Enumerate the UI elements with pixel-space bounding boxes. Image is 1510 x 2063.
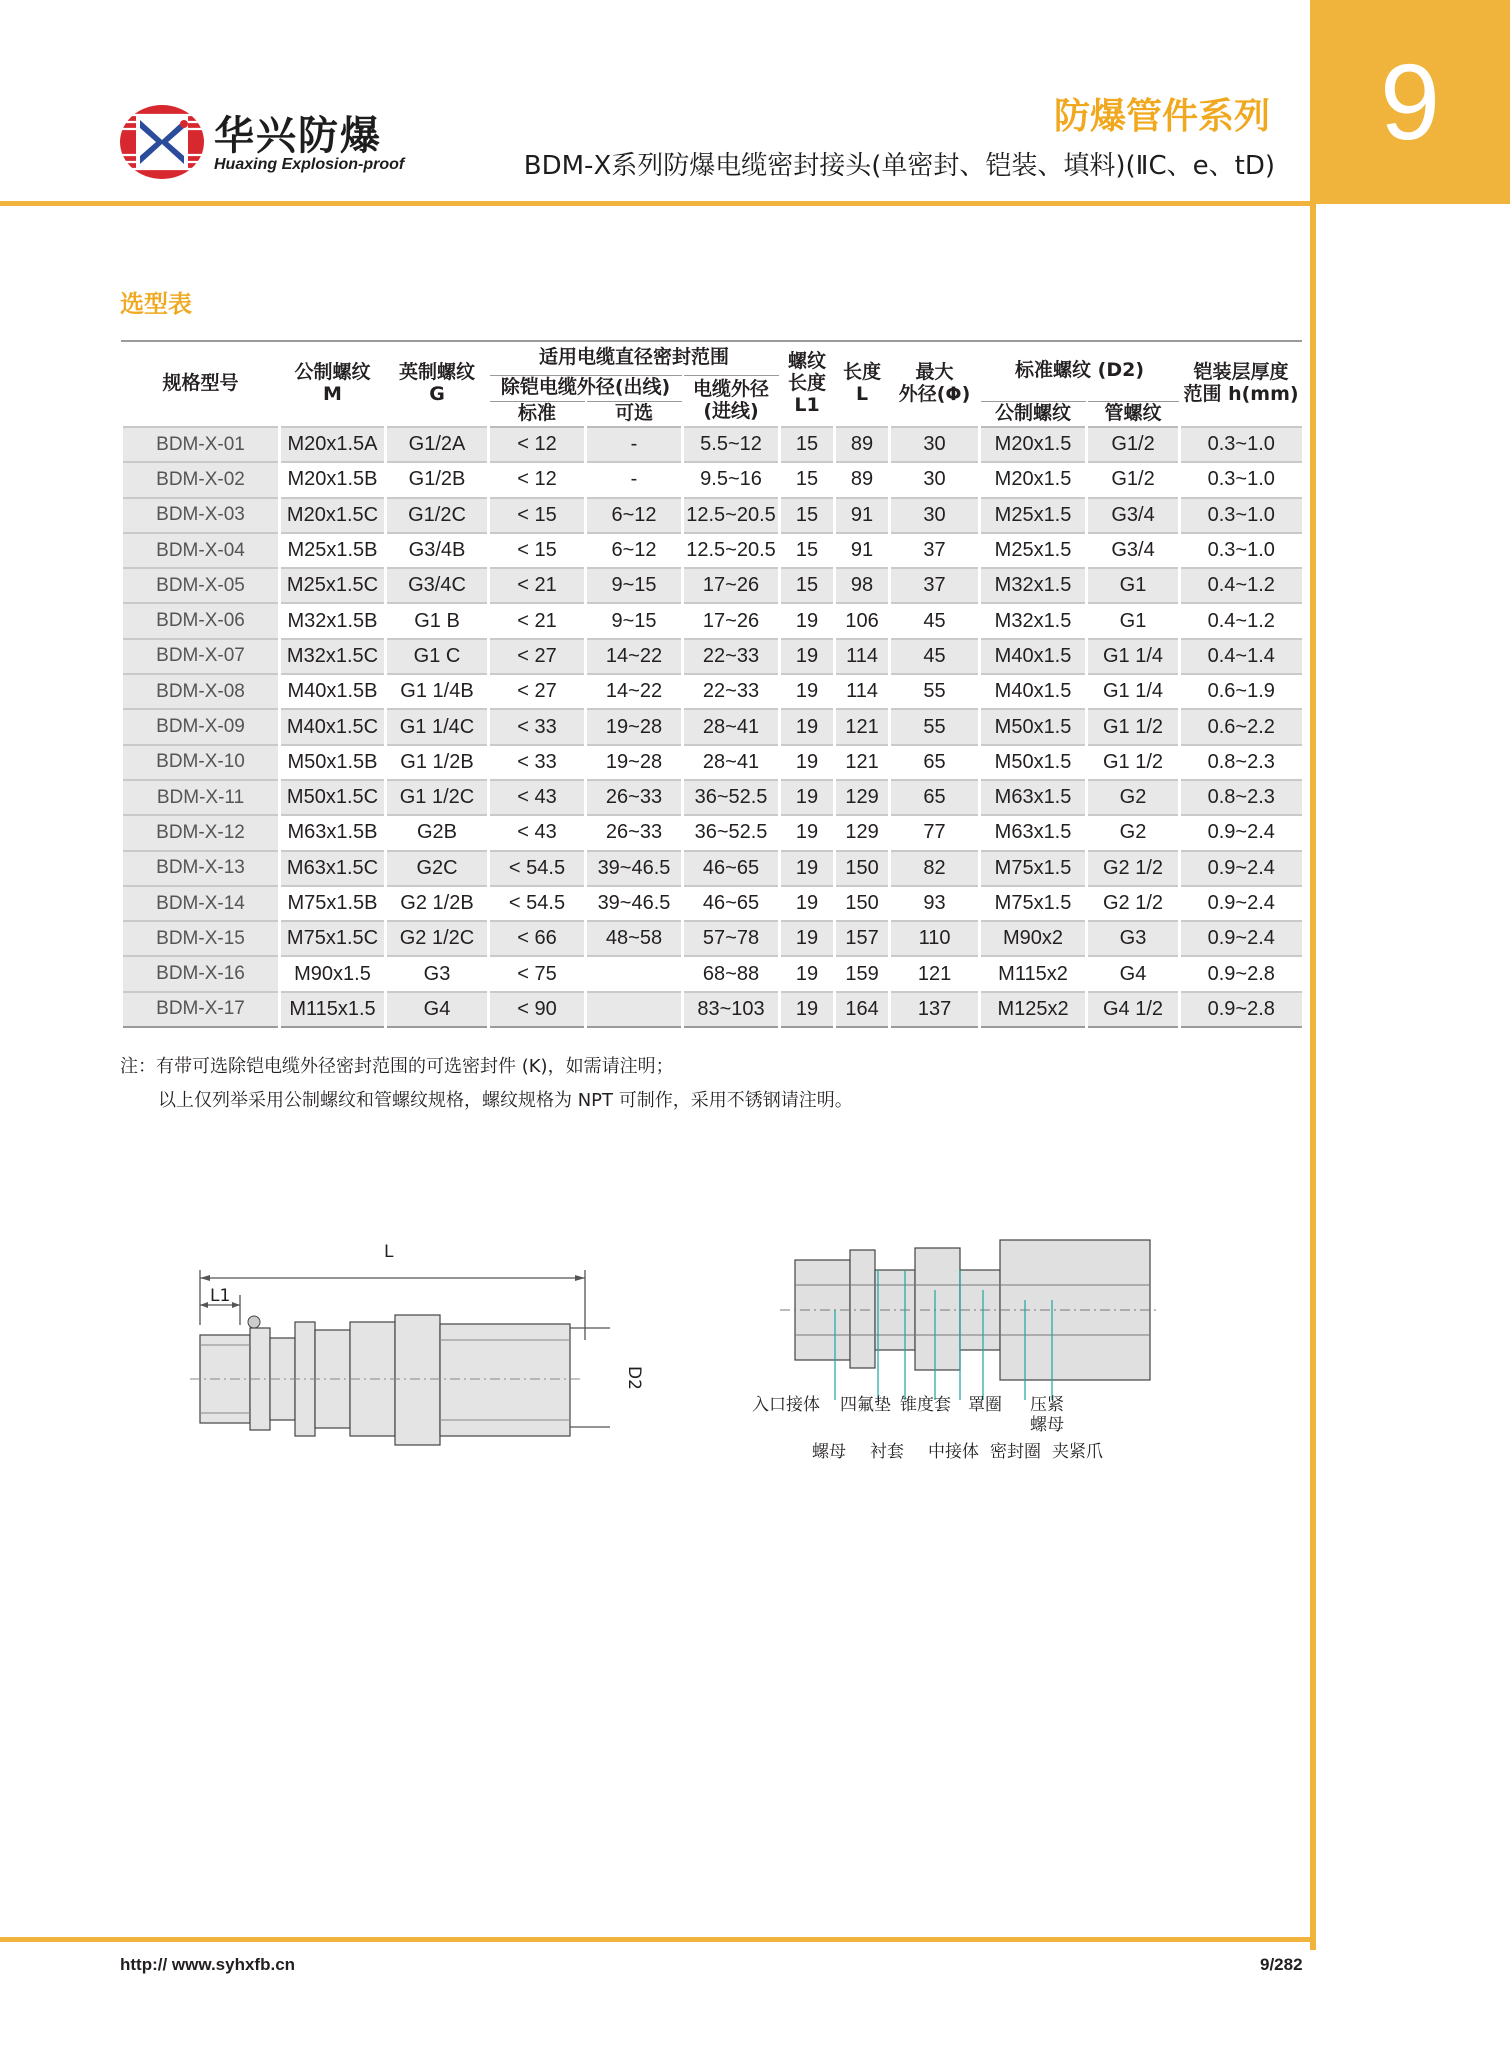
- table-cell: BDM-X-16: [122, 956, 280, 991]
- table-cell: < 43: [489, 815, 586, 850]
- table-cell: 17~26: [683, 603, 780, 638]
- side-rule: [1310, 204, 1316, 1950]
- table-cell: G1/2C: [386, 498, 489, 533]
- table-cell: < 15: [489, 498, 586, 533]
- table-cell: BDM-X-02: [122, 462, 280, 497]
- table-cell: 65: [890, 745, 980, 780]
- table-cell: 121: [835, 745, 890, 780]
- table-cell: M75x1.5B: [280, 886, 386, 921]
- table-cell: 0.4~1.2: [1180, 568, 1302, 603]
- note-line-1: 注：有带可选除铠电缆外径密封范围的可选密封件 (K)，如需请注明；: [120, 1056, 674, 1077]
- table-cell: 22~33: [683, 674, 780, 709]
- table-cell: G2 1/2: [1087, 886, 1180, 921]
- table-cell: M63x1.5: [980, 780, 1087, 815]
- table-cell: M20x1.5A: [280, 427, 386, 462]
- table-cell: 45: [890, 603, 980, 638]
- table-cell: BDM-X-12: [122, 815, 280, 850]
- logo-text-cn: 华兴防爆: [214, 113, 382, 159]
- table-cell: 65: [890, 780, 980, 815]
- table-cell: 28~41: [683, 745, 780, 780]
- table-cell: 19: [780, 851, 835, 886]
- table-cell: 0.3~1.0: [1180, 533, 1302, 568]
- table-cell: BDM-X-03: [122, 498, 280, 533]
- table-cell: M115x1.5: [280, 992, 386, 1027]
- dimension-drawing: [170, 1230, 644, 1460]
- table-cell: 68~88: [683, 956, 780, 991]
- part-label-middle-body: 中接体: [928, 1442, 979, 1462]
- table-cell: 91: [835, 498, 890, 533]
- table-cell: 19: [780, 921, 835, 956]
- table-cell: G2B: [386, 815, 489, 850]
- part-label-clamp-claw: 夹紧爪: [1052, 1442, 1103, 1462]
- table-cell: 19: [780, 956, 835, 991]
- table-row: [122, 639, 1302, 674]
- table-cell: 106: [835, 603, 890, 638]
- part-label-seal-ring: 密封圈: [990, 1442, 1041, 1462]
- table-cell: 55: [890, 674, 980, 709]
- footer-rule: [0, 1937, 1316, 1942]
- table-cell: M25x1.5B: [280, 533, 386, 568]
- table-cell: 14~22: [586, 674, 683, 709]
- table-cell: 37: [890, 533, 980, 568]
- table-cell: 12.5~20.5: [683, 498, 780, 533]
- label-d2: D2: [623, 1366, 644, 1390]
- table-cell: 0.9~2.4: [1180, 851, 1302, 886]
- table-cell: 93: [890, 886, 980, 921]
- table-cell: M50x1.5B: [280, 745, 386, 780]
- part-label-cover-ring: 罩圈: [968, 1395, 1002, 1415]
- table-cell: G2: [1087, 780, 1180, 815]
- table-cell: < 66: [489, 921, 586, 956]
- table-cell: 19: [780, 886, 835, 921]
- table-cell: G1: [1087, 568, 1180, 603]
- table-cell: M90x1.5: [280, 956, 386, 991]
- table-cell: 15: [780, 427, 835, 462]
- table-cell: 114: [835, 639, 890, 674]
- table-cell: 121: [890, 956, 980, 991]
- table-cell: BDM-X-08: [122, 674, 280, 709]
- col-max-od: 最大 外径(Φ): [890, 341, 980, 427]
- table-cell: BDM-X-13: [122, 851, 280, 886]
- table-cell: G2: [1087, 815, 1180, 850]
- table-row: [122, 956, 1302, 991]
- col-model: 规格型号: [122, 341, 280, 427]
- table-cell: G1 B: [386, 603, 489, 638]
- table-cell: M125x2: [980, 992, 1087, 1027]
- table-cell: < 27: [489, 674, 586, 709]
- table-cell: BDM-X-01: [122, 427, 280, 462]
- section-title: 选型表: [120, 290, 192, 318]
- part-label-press-nut: 压紧: [1030, 1395, 1064, 1415]
- table-cell: 0.9~2.4: [1180, 815, 1302, 850]
- table-cell: M40x1.5B: [280, 674, 386, 709]
- table-row: [122, 427, 1302, 462]
- table-cell: M63x1.5B: [280, 815, 386, 850]
- table-cell: 159: [835, 956, 890, 991]
- col-metric-thread: 公制螺纹 M: [280, 341, 386, 427]
- table-cell: BDM-X-07: [122, 639, 280, 674]
- table-cell: 19~28: [586, 745, 683, 780]
- table-cell: 89: [835, 427, 890, 462]
- table-cell: 57~78: [683, 921, 780, 956]
- table-cell: < 15: [489, 533, 586, 568]
- table-cell: M40x1.5: [980, 639, 1087, 674]
- part-label-bushing: 衬套: [870, 1442, 904, 1462]
- table-cell: 6~12: [586, 533, 683, 568]
- table-cell: 15: [780, 568, 835, 603]
- table-cell: G3/4: [1087, 498, 1180, 533]
- col-cable-range: 适用电缆直径密封范围: [489, 341, 780, 375]
- table-row: [122, 745, 1302, 780]
- table-cell: 19: [780, 780, 835, 815]
- table-cell: G3/4C: [386, 568, 489, 603]
- table-cell: < 12: [489, 427, 586, 462]
- table-cell: 45: [890, 639, 980, 674]
- table-cell: 19: [780, 603, 835, 638]
- table-row: [122, 533, 1302, 568]
- col-std-thread: 标准螺纹 (D2): [980, 341, 1180, 401]
- note-line-2: 以上仅列举采用公制螺纹和管螺纹规格，螺纹规格为 NPT 可制作，采用不锈钢请注明。: [158, 1090, 853, 1111]
- table-cell: 137: [890, 992, 980, 1027]
- table-cell: 157: [835, 921, 890, 956]
- table-row: [122, 780, 1302, 815]
- table-cell: 129: [835, 780, 890, 815]
- table-cell: -: [586, 462, 683, 497]
- table-cell: < 27: [489, 639, 586, 674]
- table-notes: [120, 1050, 853, 1118]
- table-cell: 0.6~2.2: [1180, 709, 1302, 744]
- table-cell: 19: [780, 674, 835, 709]
- label-l: L: [384, 1242, 394, 1262]
- table-cell: 0.9~2.4: [1180, 921, 1302, 956]
- table-cell: M75x1.5C: [280, 921, 386, 956]
- table-cell: 12.5~20.5: [683, 533, 780, 568]
- table-cell: 91: [835, 533, 890, 568]
- table-cell: M50x1.5C: [280, 780, 386, 815]
- col-thread-length: 螺纹 长度 L1: [780, 341, 835, 427]
- table-cell: 77: [890, 815, 980, 850]
- table-cell: < 21: [489, 603, 586, 638]
- table-cell: 0.6~1.9: [1180, 674, 1302, 709]
- table-cell: M63x1.5: [980, 815, 1087, 850]
- table-cell: BDM-X-15: [122, 921, 280, 956]
- table-cell: G1 1/2: [1087, 709, 1180, 744]
- table-cell: 19: [780, 992, 835, 1027]
- table-cell: 19: [780, 815, 835, 850]
- table-cell: 110: [890, 921, 980, 956]
- table-cell: 19: [780, 639, 835, 674]
- table-cell: M90x2: [980, 921, 1087, 956]
- table-cell: < 33: [489, 709, 586, 744]
- table-row: [122, 709, 1302, 744]
- table-cell: 150: [835, 851, 890, 886]
- col-std-pipe: 管螺纹: [1087, 401, 1180, 427]
- logo-text-en: Huaxing Explosion-proof: [214, 156, 405, 173]
- product-title: BDM-Ⅹ系列防爆电缆密封接头(单密封、铠装、填料)(ⅡC、e、tD): [523, 151, 1275, 181]
- part-label-ptfe-gasket: 四氟垫: [840, 1395, 891, 1415]
- table-cell: M115x2: [980, 956, 1087, 991]
- table-cell: < 43: [489, 780, 586, 815]
- table-cell: 5.5~12: [683, 427, 780, 462]
- table-row: [122, 568, 1302, 603]
- table-cell: 48~58: [586, 921, 683, 956]
- table-cell: G1 C: [386, 639, 489, 674]
- table-cell: 30: [890, 427, 980, 462]
- table-cell: G4 1/2: [1087, 992, 1180, 1027]
- table-cell: 9~15: [586, 568, 683, 603]
- table-cell: G1 1/2: [1087, 745, 1180, 780]
- table-cell: 22~33: [683, 639, 780, 674]
- table-cell: G4: [1087, 956, 1180, 991]
- table-cell: 0.8~2.3: [1180, 780, 1302, 815]
- table-cell: 0.9~2.8: [1180, 956, 1302, 991]
- table-cell: 19~28: [586, 709, 683, 744]
- table-cell: -: [586, 427, 683, 462]
- table-cell: 0.3~1.0: [1180, 427, 1302, 462]
- table-cell: < 54.5: [489, 886, 586, 921]
- company-logo: [118, 102, 418, 182]
- logo-emblem-icon: [118, 102, 206, 182]
- table-cell: M32x1.5: [980, 568, 1087, 603]
- table-row: [122, 674, 1302, 709]
- table-cell: 15: [780, 498, 835, 533]
- table-cell: G3: [386, 956, 489, 991]
- label-l1: L1: [210, 1286, 231, 1306]
- table-cell: G4: [386, 992, 489, 1027]
- chapter-number: 9: [1379, 41, 1441, 162]
- table-cell: 9~15: [586, 603, 683, 638]
- table-cell: BDM-X-17: [122, 992, 280, 1027]
- table-cell: 26~33: [586, 815, 683, 850]
- table-cell: 129: [835, 815, 890, 850]
- table-cell: M40x1.5: [980, 674, 1087, 709]
- table-cell: < 75: [489, 956, 586, 991]
- table-row: [122, 603, 1302, 638]
- table-cell: G1 1/4C: [386, 709, 489, 744]
- table-cell: 36~52.5: [683, 815, 780, 850]
- table-cell: [586, 956, 683, 991]
- table-cell: G3: [1087, 921, 1180, 956]
- table-cell: G3/4: [1087, 533, 1180, 568]
- table-row: [122, 921, 1302, 956]
- table-cell: 0.3~1.0: [1180, 462, 1302, 497]
- table-cell: M25x1.5: [980, 498, 1087, 533]
- table-cell: BDM-X-14: [122, 886, 280, 921]
- table-cell: M50x1.5: [980, 709, 1087, 744]
- table-cell: [586, 992, 683, 1027]
- table-cell: 0.8~2.3: [1180, 745, 1302, 780]
- part-label-inlet-body: 入口接体: [752, 1395, 820, 1415]
- table-cell: 19: [780, 745, 835, 780]
- table-cell: < 21: [489, 568, 586, 603]
- table-cell: 46~65: [683, 886, 780, 921]
- table-cell: M32x1.5C: [280, 639, 386, 674]
- header-rule: [0, 201, 1310, 206]
- table-cell: 17~26: [683, 568, 780, 603]
- table-cell: G2 1/2: [1087, 851, 1180, 886]
- table-cell: M75x1.5: [980, 851, 1087, 886]
- table-cell: G2 1/2C: [386, 921, 489, 956]
- table-cell: G1 1/4B: [386, 674, 489, 709]
- footer-url: http:// www.syhxfb.cn: [120, 1955, 296, 1974]
- table-cell: G1 1/4: [1087, 639, 1180, 674]
- table-cell: 121: [835, 709, 890, 744]
- table-cell: 37: [890, 568, 980, 603]
- table-cell: G1/2A: [386, 427, 489, 462]
- cross-section-svg: [740, 1230, 1200, 1410]
- col-optional: 可选: [586, 401, 683, 427]
- chapter-tab: [1310, 0, 1510, 204]
- table-cell: M50x1.5: [980, 745, 1087, 780]
- series-title: 防爆管件系列: [1053, 96, 1270, 137]
- table-row: [122, 886, 1302, 921]
- page-number: 9/282: [1260, 1955, 1303, 1974]
- table-cell: G2 1/2B: [386, 886, 489, 921]
- table-cell: 36~52.5: [683, 780, 780, 815]
- part-label-taper-sleeve: 锥度套: [900, 1395, 951, 1415]
- table-cell: 39~46.5: [586, 886, 683, 921]
- table-cell: 150: [835, 886, 890, 921]
- table-cell: < 54.5: [489, 851, 586, 886]
- table-cell: BDM-X-11: [122, 780, 280, 815]
- table-cell: 83~103: [683, 992, 780, 1027]
- table-cell: 30: [890, 462, 980, 497]
- table-cell: BDM-X-10: [122, 745, 280, 780]
- table-cell: 30: [890, 498, 980, 533]
- table-cell: G1 1/4: [1087, 674, 1180, 709]
- table-cell: 15: [780, 533, 835, 568]
- table-cell: G1 1/2C: [386, 780, 489, 815]
- table-body: [122, 427, 1302, 1027]
- part-label-press-nut-2: 螺母: [1030, 1415, 1064, 1435]
- table-cell: G1/2: [1087, 462, 1180, 497]
- table-cell: G3/4B: [386, 533, 489, 568]
- table-cell: M32x1.5: [980, 603, 1087, 638]
- table-cell: 26~33: [586, 780, 683, 815]
- table-cell: 0.4~1.4: [1180, 639, 1302, 674]
- table-cell: 0.4~1.2: [1180, 603, 1302, 638]
- table-cell: M25x1.5C: [280, 568, 386, 603]
- table-cell: < 12: [489, 462, 586, 497]
- table-cell: 0.9~2.4: [1180, 886, 1302, 921]
- table-cell: G1/2: [1087, 427, 1180, 462]
- col-length: 长度 L: [835, 341, 890, 427]
- table-row: [122, 462, 1302, 497]
- table-cell: M20x1.5: [980, 462, 1087, 497]
- table-cell: 39~46.5: [586, 851, 683, 886]
- table-cell: M25x1.5: [980, 533, 1087, 568]
- table-cell: 6~12: [586, 498, 683, 533]
- table-cell: 46~65: [683, 851, 780, 886]
- table-cell: 0.9~2.8: [1180, 992, 1302, 1027]
- table-cell: M32x1.5B: [280, 603, 386, 638]
- col-standard: 标准: [489, 401, 586, 427]
- table-cell: 19: [780, 709, 835, 744]
- table-cell: 55: [890, 709, 980, 744]
- table-cell: 0.3~1.0: [1180, 498, 1302, 533]
- table-cell: 82: [890, 851, 980, 886]
- table-cell: M63x1.5C: [280, 851, 386, 886]
- table-cell: M20x1.5: [980, 427, 1087, 462]
- table-cell: 164: [835, 992, 890, 1027]
- col-std-metric: 公制螺纹: [980, 401, 1087, 427]
- col-cable-od: 电缆外径 (进线): [683, 375, 780, 427]
- table-cell: M20x1.5C: [280, 498, 386, 533]
- table-row: [122, 815, 1302, 850]
- col-armor: 铠装层厚度 范围 h(mm): [1180, 341, 1302, 427]
- table-cell: < 33: [489, 745, 586, 780]
- table-cell: G1/2B: [386, 462, 489, 497]
- table-cell: 114: [835, 674, 890, 709]
- table-cell: M20x1.5B: [280, 462, 386, 497]
- table-row: [122, 498, 1302, 533]
- table-cell: M75x1.5: [980, 886, 1087, 921]
- table-cell: 28~41: [683, 709, 780, 744]
- table-cell: G1: [1087, 603, 1180, 638]
- table-cell: BDM-X-05: [122, 568, 280, 603]
- dimension-drawing-svg: [170, 1230, 610, 1460]
- table-cell: BDM-X-06: [122, 603, 280, 638]
- selection-table: [120, 340, 1302, 1028]
- table-cell: 9.5~16: [683, 462, 780, 497]
- table-cell: 14~22: [586, 639, 683, 674]
- cross-section-drawing: [740, 1230, 1200, 1470]
- part-label-nut: 螺母: [812, 1442, 846, 1462]
- table-cell: M40x1.5C: [280, 709, 386, 744]
- table-cell: G1 1/2B: [386, 745, 489, 780]
- table-cell: BDM-X-04: [122, 533, 280, 568]
- table-cell: 89: [835, 462, 890, 497]
- table-cell: 98: [835, 568, 890, 603]
- table-cell: G2C: [386, 851, 489, 886]
- table-row: [122, 992, 1302, 1027]
- table-cell: 15: [780, 462, 835, 497]
- col-remove-armor: 除铠电缆外径(出线): [489, 375, 683, 401]
- col-imperial-thread: 英制螺纹 G: [386, 341, 489, 427]
- table-row: [122, 851, 1302, 886]
- table-cell: BDM-X-09: [122, 709, 280, 744]
- table-cell: < 90: [489, 992, 586, 1027]
